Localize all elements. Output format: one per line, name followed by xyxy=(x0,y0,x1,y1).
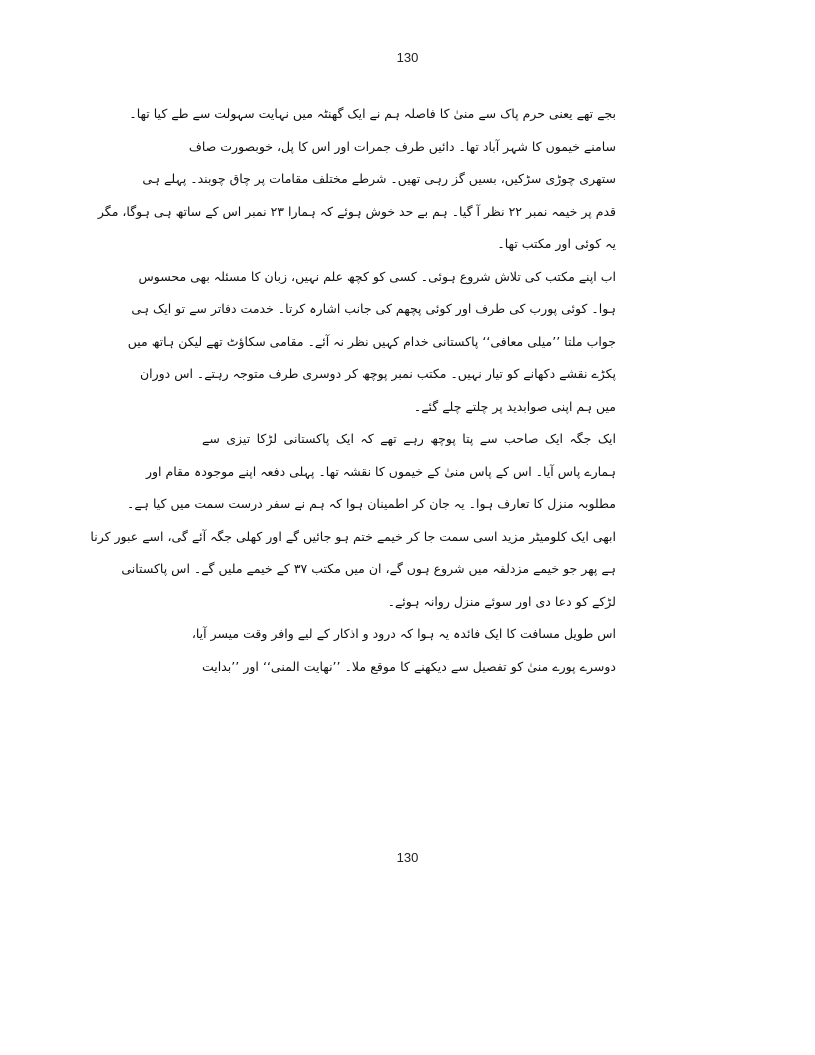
text-line: لڑکے کو دعا دی اور سوئے منزل روانہ ہوئے۔ xyxy=(387,593,616,609)
text-line: اب اپنے مکتب کی تلاش شروع ہوئی۔ کسی کو کچھ علم نہیں، زبان کا مسئلہ بھی محسوس xyxy=(138,268,616,284)
text-line: میں ہم اپنی صوابدید پر چلتے چلے گئے۔ xyxy=(413,398,616,414)
page-number-top: 130 xyxy=(396,50,419,65)
text-line: قدم پر خیمہ نمبر ۲۲ نظر آ گیا۔ ہم بے حد خوش ہوئے کہ ہمارا ۲۳ نمبر اس کے ساتھ ہی ہوگا، مگر xyxy=(97,203,616,219)
text-line: پکڑے نقشے دکھانے کو تیار نہیں۔ مکتب نمبر پوچھ کر دوسری طرف متوجہ رہتے۔ اس دوران xyxy=(139,366,616,381)
text-line: سامنے خیموں کا شہر آباد تھا۔ دائیں طرف جمرات اور اس کا پل، خوبصورت صاف xyxy=(188,138,616,154)
page-number-bottom: 130 xyxy=(396,850,419,865)
paragraph-3 xyxy=(90,423,616,618)
text-line: ہوا۔ کوئی پورب کی طرف اور کوئی پچھم کی جانب اشارہ کرتا۔ خدمت دفاتر سے تو ایک ہی xyxy=(131,301,616,316)
text-line: بجے تھے یعنی حرم پاک سے منیٰ کا فاصلہ ہم نے ایک گھنٹہ میں نہایت سہولت سے طے کیا تھا۔ xyxy=(129,106,616,121)
text-line: ایک جگہ ایک صاحب سے پتا پوچھ رہے تھے کہ ایک پاکستانی لڑکا تیزی سے xyxy=(202,431,616,446)
text-line: اس طویل مسافت کا ایک فائدہ یہ ہوا کہ درود و اذکار کے لیے وافر وقت میسر آیا، xyxy=(191,626,616,641)
text-line: ابھی ایک کلومیٹر مزید اسی سمت جا کر خیمے ختم ہو جائیں گے اور کھلی جگہ آئے گی، اسے عبور کرنا xyxy=(90,528,616,544)
text-line: ہے پھر جو خیمے مزدلفہ میں شروع ہوں گے، ان میں مکتب ۳۷ کے خیمے ملیں گے۔ اس پاکستانی xyxy=(121,561,616,576)
text-line: دوسرے پورے منیٰ کو تفصیل سے دیکھنے کا موقع ملا۔ ’’نهایت المنی‘‘ اور ’’بدایت xyxy=(202,658,616,674)
text-line: ستھری چوڑی سڑکیں، بسیں گز رہی تھیں۔ شرطے مختلف مقامات پر چاق چوبند۔ پہلے ہی xyxy=(142,171,616,186)
body-text xyxy=(90,98,616,683)
paragraph-1 xyxy=(97,98,616,261)
text-line: ہمارے پاس آیا۔ اس کے پاس منیٰ کے خیموں کا نقشہ تھا۔ پہلی دفعہ اپنے موجودہ مقام اور xyxy=(145,463,616,479)
paragraph-4 xyxy=(191,618,616,683)
text-line: یہ کوئی اور مکتب تھا۔ xyxy=(497,236,616,251)
text-line: مطلوبہ منزل کا تعارف ہوا۔ یہ جان کر اطمینان ہوا کہ ہم نے سفر درست سمت میں کیا ہے۔ xyxy=(127,496,616,511)
text-line: جواب ملتا ’’میلی معافی‘‘ پاکستانی خدام کہیں نظر نہ آئے۔ مقامی سکاؤٹ تھے لیکن ہاتھ میں xyxy=(127,333,616,349)
paragraph-2 xyxy=(127,261,616,424)
